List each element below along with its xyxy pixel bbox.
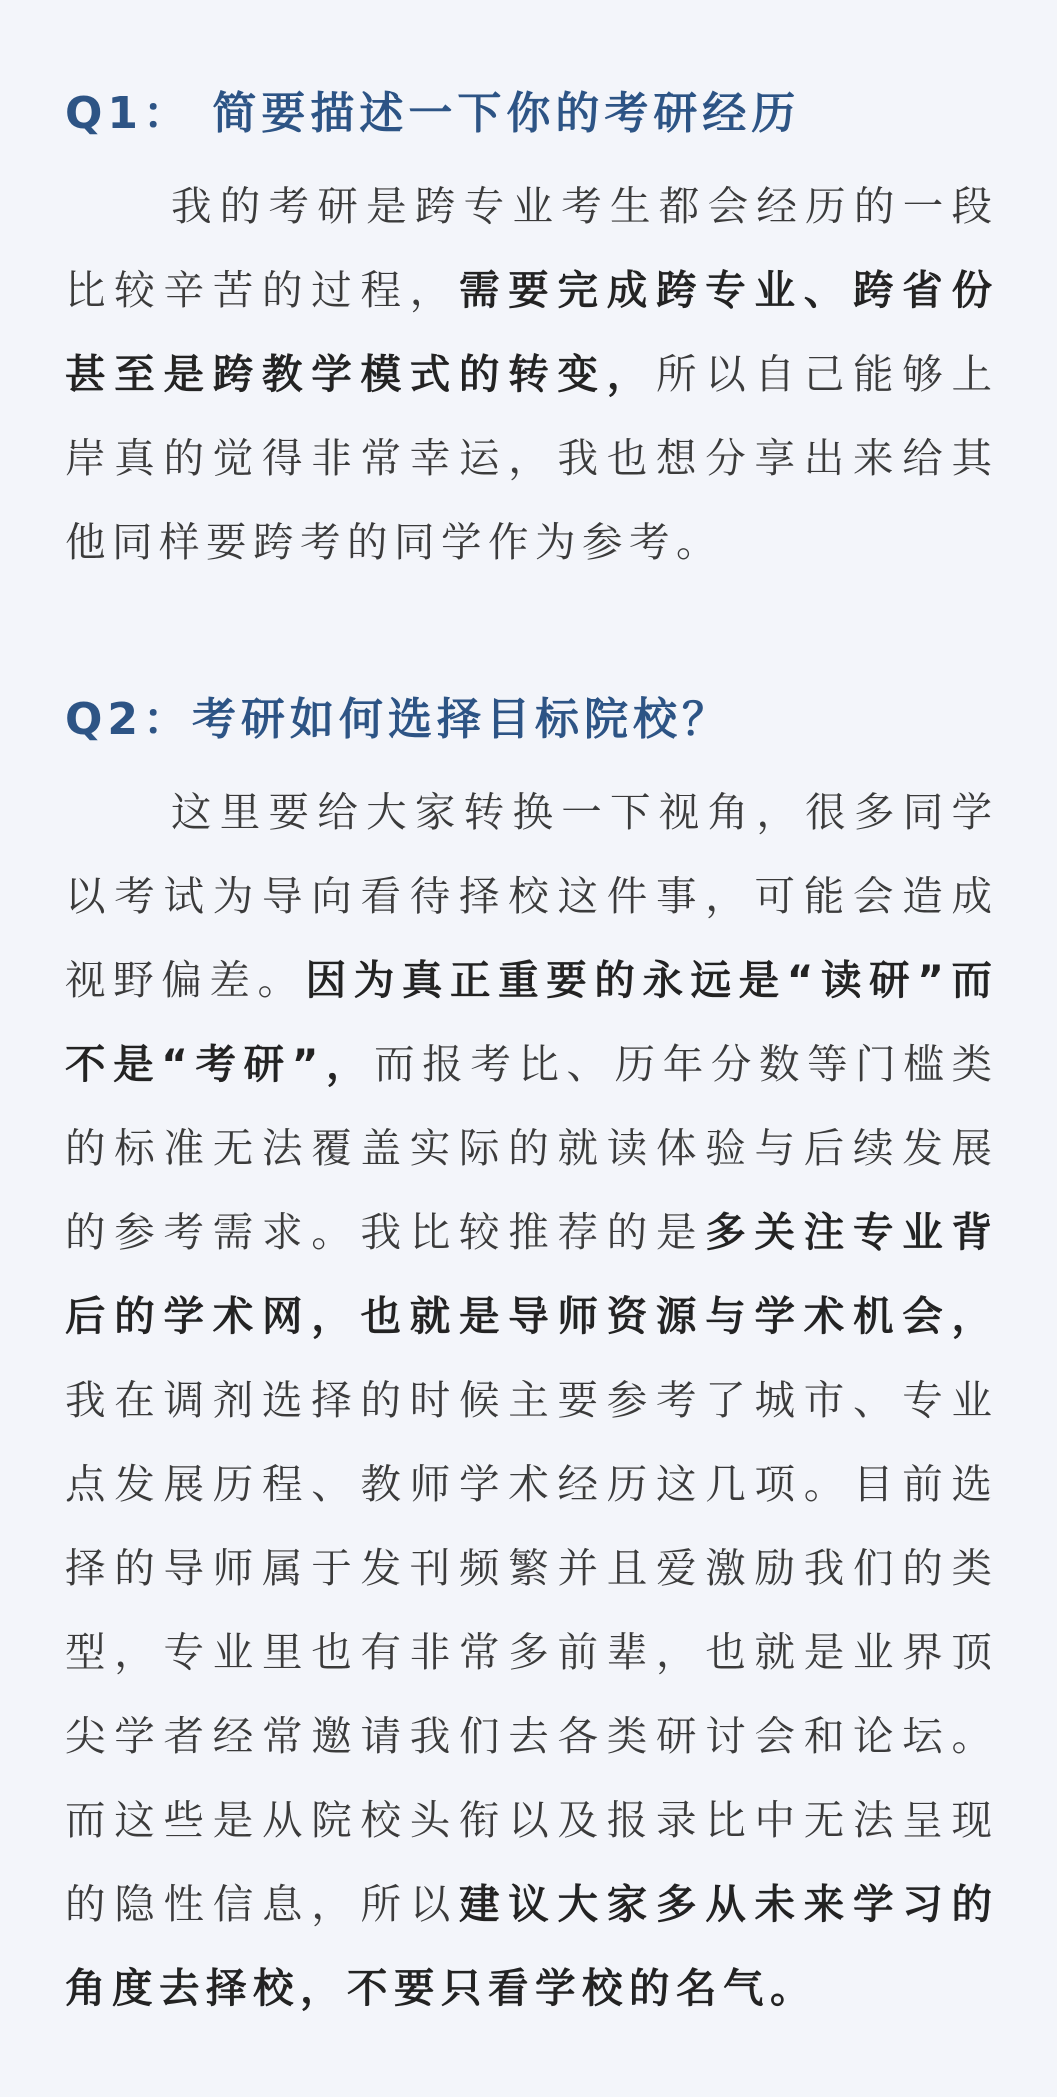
answer-paragraph-q1 [65,164,992,584]
paragraph-line [65,500,992,584]
paragraph-line [65,1442,992,1526]
paragraph-line [65,1022,992,1106]
bold-text-segment: 角度去择校，不要只看学校的名气。 [65,1964,817,2012]
paragraph-line [65,1358,992,1442]
paragraph-line [65,416,992,500]
text-segment: 我的考研是跨专业考生都会经历的一段 [171,182,992,230]
text-segment: 的参考需求。我比较推荐的是 [65,1208,706,1256]
paragraph-line [65,1694,992,1778]
paragraph-line [65,1190,992,1274]
paragraph-line [65,770,992,854]
paragraph-line [65,332,992,416]
text-segment: 择的导师属于发刊频繁并且爱激励我们的类 [65,1544,992,1592]
text-segment: 比较辛苦的过程， [65,266,459,314]
question-heading-q1: Q1： 简要描述一下你的考研经历 [65,88,801,139]
text-segment: 我在调剂选择的时候主要参考了城市、专业 [65,1376,992,1424]
bold-text-segment: 因为真正重要的永远是“读研”而 [305,956,993,1004]
paragraph-line [65,938,992,1022]
text-segment: 尖学者经常邀请我们去各类研讨会和论坛。 [65,1712,992,1760]
paragraph-line [65,1862,992,1946]
paragraph-line [65,1610,992,1694]
text-segment: 这里要给大家转换一下视角，很多同学 [171,788,992,836]
question-heading-q2: Q2：考研如何选择目标院校？ [65,694,732,745]
paragraph-line [65,854,992,938]
paragraph-line [65,248,992,332]
bold-text-segment: 后的学术网，也就是导师资源与学术机会， [65,1292,992,1340]
paragraph-line [65,1526,992,1610]
text-segment: 岸真的觉得非常幸运，我也想分享出来给其 [65,434,992,482]
text-segment: 他同样要跨考的同学作为参考。 [65,518,723,566]
answer-paragraph-q2 [65,770,992,2030]
paragraph-line [65,1106,992,1190]
bold-text-segment: 不是“考研”， [65,1040,375,1088]
text-segment: 型，专业里也有非常多前辈，也就是业界顶 [65,1628,992,1676]
text-segment: 所以自己能够上 [656,350,992,398]
paragraph-line [65,164,992,248]
text-segment: 的标准无法覆盖实际的就读体验与后续发展 [65,1124,992,1172]
bold-text-segment: 需要完成跨专业、跨省份 [459,266,992,314]
paragraph-line [65,1274,992,1358]
paragraph-line [65,1946,992,2030]
text-segment: 视野偏差。 [65,956,306,1004]
bold-text-segment: 建议大家多从未来学习的 [459,1880,992,1928]
bold-text-segment: 甚至是跨教学模式的转变， [65,350,656,398]
text-segment: 而报考比、历年分数等门槛类 [374,1040,992,1088]
bold-text-segment: 多关注专业背 [705,1208,992,1256]
text-segment: 而这些是从院校头衔以及报录比中无法呈现 [65,1796,992,1844]
paragraph-line [65,1778,992,1862]
text-segment: 以考试为导向看待择校这件事，可能会造成 [65,872,992,920]
text-segment: 的隐性信息，所以 [65,1880,459,1928]
text-segment: 点发展历程、教师学术经历这几项。目前选 [65,1460,992,1508]
